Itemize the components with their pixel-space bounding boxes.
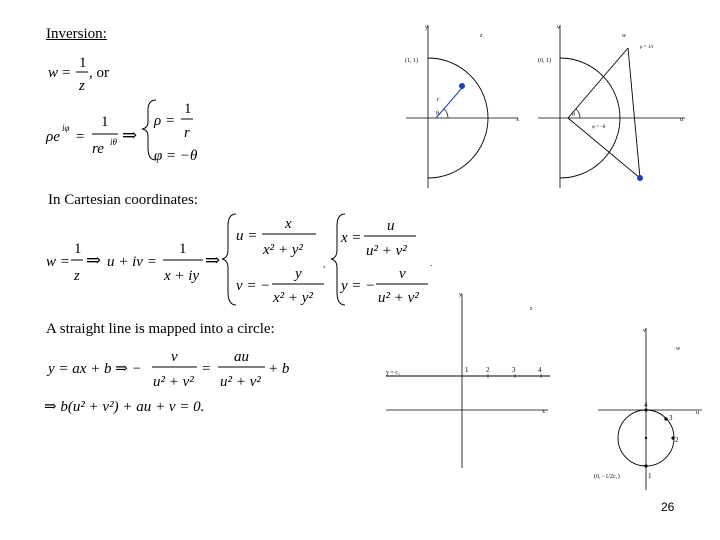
- cart-arrow2: ⇒: [205, 250, 221, 270]
- fig-c-tick-2: 2: [486, 366, 490, 374]
- cart-u-lhs: u =: [236, 228, 258, 244]
- figure-z-plane-line: [380, 286, 550, 470]
- cart-z: z: [74, 268, 80, 284]
- cart-v-num: y: [295, 266, 302, 282]
- line-den2: u² + v²: [220, 374, 261, 390]
- fig-c-y-label: y: [459, 292, 462, 298]
- fig-a-x-label: x: [516, 117, 519, 123]
- line-tail: + b: [268, 361, 290, 377]
- cart-u-num: x: [285, 216, 292, 232]
- polar-arrow: ⇒: [122, 125, 138, 145]
- heading-inversion: Inversion:: [46, 26, 107, 42]
- fig-b-point: [637, 175, 643, 181]
- fig-c-z-label: z: [530, 306, 533, 312]
- fig-b-phi-label: φ = −θ: [592, 125, 606, 130]
- fig-a-r-label: r: [437, 97, 440, 103]
- polar-den-sup: iθ: [110, 137, 117, 147]
- cart-x-num: u: [387, 218, 395, 234]
- line-row1-lhs: y = ax + b ⇒ −: [48, 361, 142, 377]
- fig-a-point: [459, 83, 465, 89]
- fig-a-theta-label: θ: [436, 111, 439, 117]
- cart-y-num: v: [399, 266, 406, 282]
- line-den1: u² + v²: [153, 374, 194, 390]
- cart-v-den: x² + y²: [273, 290, 313, 306]
- cart-comma: ,: [323, 259, 326, 269]
- fig-d-center-label: (0, −1/2c₁): [594, 474, 620, 480]
- fig-b-point-label: (0, 1): [538, 58, 551, 64]
- fig-d-num-2: 2: [675, 436, 679, 444]
- fig-d-num-3: 3: [669, 414, 673, 422]
- fig-a-angle-arc: [444, 109, 448, 118]
- cart-x-den: u² + v²: [366, 243, 407, 259]
- cart-v-lhs: v = −: [236, 278, 271, 294]
- fig-b-connector: [628, 48, 640, 178]
- fig-a-y-label: y: [425, 25, 428, 31]
- polar-rho-den: r: [184, 125, 190, 141]
- cart-x-lhs: x =: [341, 230, 362, 246]
- polar-rho-num: 1: [184, 101, 192, 117]
- fig-d-u-label: u: [696, 410, 699, 416]
- polar-lhs-sup: iφ: [62, 123, 70, 133]
- fig-b-rho-label: ρ = 1/r: [640, 45, 654, 50]
- fig-c-tick-1: 1: [465, 366, 469, 374]
- figure-z-plane-polar: [396, 20, 526, 192]
- cart-y-den: u² + v²: [378, 290, 419, 306]
- cart-u-iv: u + iv =: [107, 254, 157, 270]
- cart-one: 1: [74, 241, 82, 257]
- fig-c-line-label: y = c₁: [386, 370, 401, 376]
- polar-rho: ρ =: [154, 113, 176, 129]
- line-num2: au: [234, 349, 249, 365]
- cart-x-iy: x + iy: [164, 268, 200, 284]
- figure-w-plane-polar: [530, 20, 690, 190]
- eq-num: 1: [79, 55, 87, 71]
- eq-equals: =: [62, 65, 71, 81]
- cart-arrow1: ⇒: [86, 250, 102, 270]
- fig-a-radius: [436, 88, 462, 118]
- polar-num: 1: [101, 114, 109, 130]
- fig-b-v-label: v: [557, 25, 560, 31]
- polar-den: re: [92, 141, 104, 157]
- fig-d-num-4: 4: [644, 401, 648, 409]
- heading-cartesian: In Cartesian coordinates:: [48, 192, 198, 208]
- fig-d-w-label: w: [676, 346, 681, 352]
- cart-u-den: x² + y²: [263, 242, 303, 258]
- fig-a-point-label: (1, 1): [405, 58, 418, 64]
- polar-lhs: ρe: [46, 129, 60, 145]
- fig-b-angle-arc: [576, 109, 580, 118]
- fig-d-num-1: 1: [648, 472, 652, 480]
- equations-panel: [0, 0, 440, 430]
- fig-b-theta-label: θ: [572, 112, 575, 118]
- fig-a-z-label: z: [480, 33, 483, 39]
- polar-phi: φ = −θ: [154, 148, 198, 164]
- figure-w-plane-circle: [590, 320, 710, 492]
- cart-one2: 1: [179, 241, 187, 257]
- fig-c-tick-4: 4: [538, 366, 542, 374]
- line-num1: v: [171, 349, 178, 365]
- fig-d-center: [645, 437, 647, 439]
- eq-or: , or: [89, 65, 109, 81]
- fig-d-v-label: v: [643, 328, 646, 334]
- fig-c-x-label: x: [542, 409, 545, 415]
- cart-period: .: [430, 258, 433, 268]
- page-number: 26: [661, 500, 675, 514]
- eq-w: w: [48, 65, 59, 81]
- fig-c-tick-3: 3: [512, 366, 516, 374]
- fig-b-u-label: u: [680, 117, 683, 123]
- polar-eq: =: [76, 129, 85, 145]
- fig-b-w-label: w: [622, 33, 627, 39]
- cart-lhs: w =: [46, 254, 70, 270]
- eq-den: z: [79, 78, 85, 94]
- cart-y-lhs: y = −: [341, 278, 376, 294]
- line-row2: ⇒ b(u² + v²) + au + v = 0.: [44, 399, 205, 415]
- line-eq: =: [202, 361, 211, 377]
- heading-line-to-circle: A straight line is mapped into a circle:: [46, 321, 275, 337]
